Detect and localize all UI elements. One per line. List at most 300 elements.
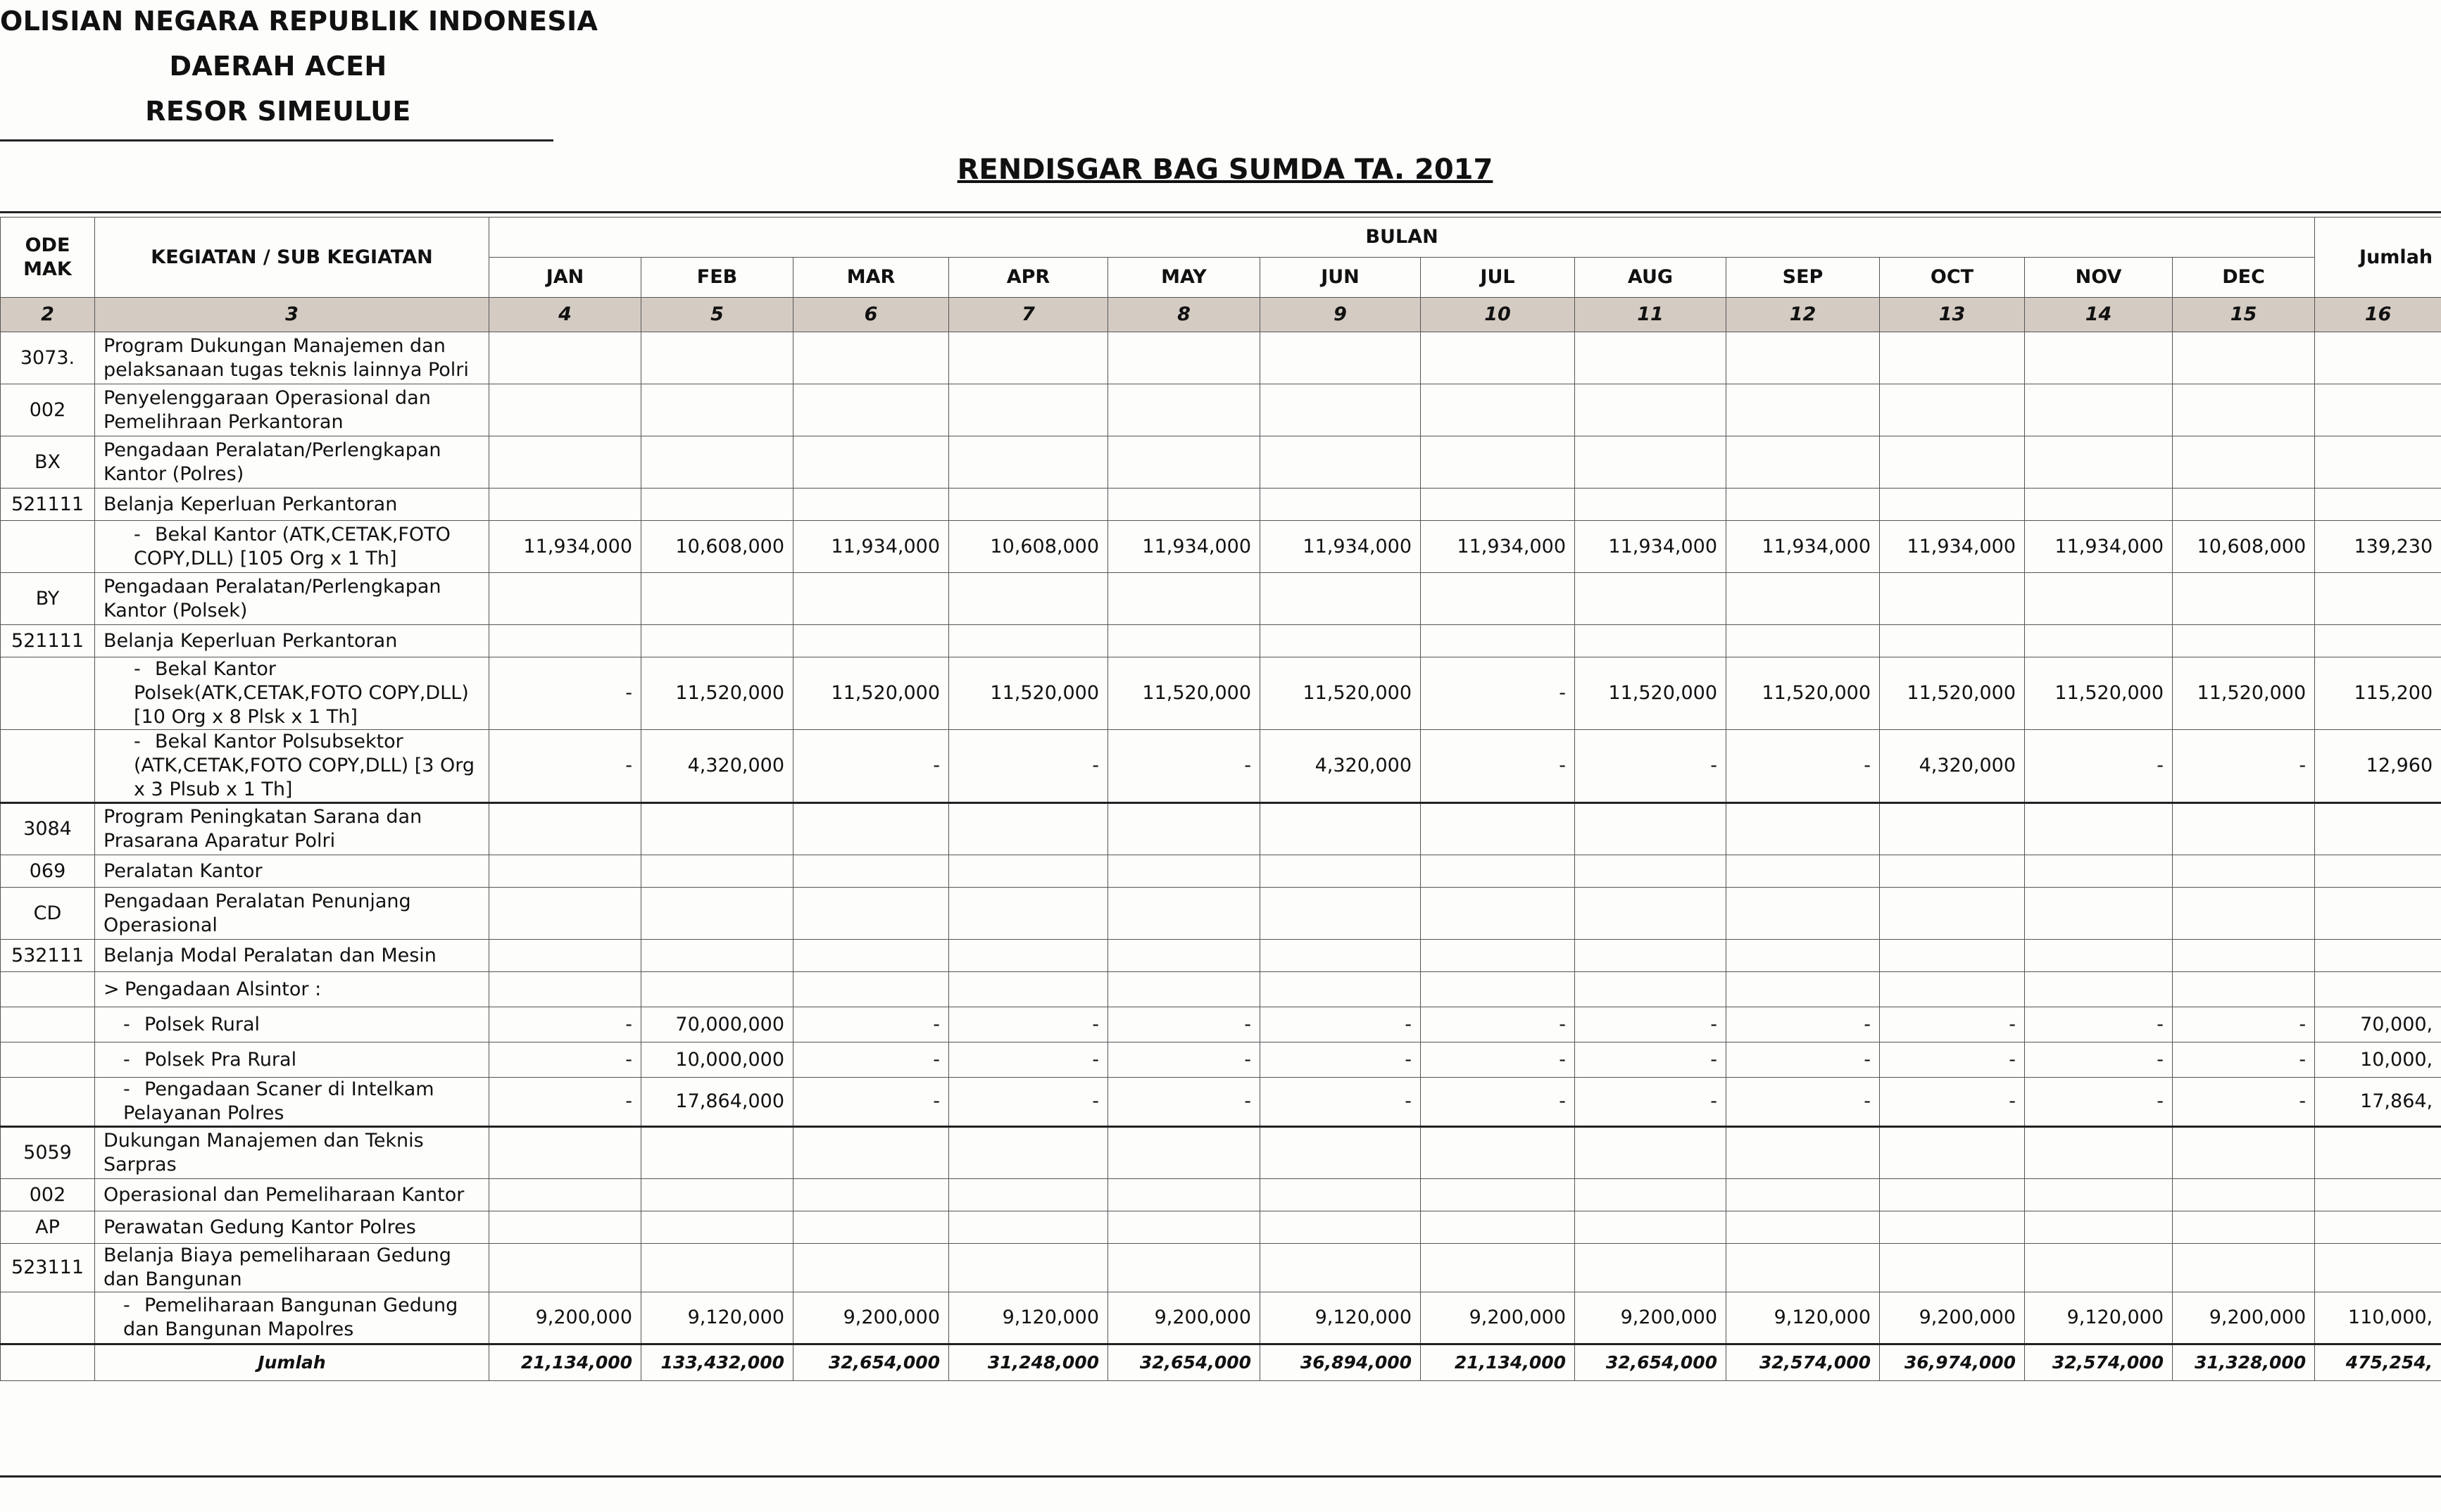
month-value-cell: 9,200,000 (1880, 1292, 2025, 1344)
kegiatan-cell (95, 855, 489, 888)
resort-name: RESOR SIMEULUE (145, 96, 411, 127)
month-value-cell (489, 1127, 641, 1179)
col-header-bulan: BULAN (489, 218, 2315, 258)
month-value-cell (2173, 888, 2315, 940)
month-value-cell (793, 1244, 949, 1292)
row-total-cell (2315, 1127, 2441, 1179)
month-value-cell (2025, 1211, 2173, 1244)
month-value-cell (2173, 436, 2315, 489)
kode-mak-cell (1, 1078, 95, 1127)
month-value-cell: 9,120,000 (641, 1292, 793, 1344)
month-value-cell (1260, 625, 1421, 657)
kegiatan-cell (95, 1179, 489, 1211)
month-value-cell (1880, 940, 2025, 972)
table-row (1, 1244, 2441, 1292)
month-value-cell: - (1421, 1007, 1575, 1042)
month-value-cell (641, 855, 793, 888)
col-header-month: DEC (2173, 258, 2315, 298)
month-value-cell (1108, 1244, 1260, 1292)
month-value-cell: - (1880, 1007, 2025, 1042)
kegiatan-text: Perawatan Gedung Kantor Polres (103, 1216, 416, 1238)
month-total-cell: 32,574,000 (2025, 1344, 2173, 1381)
month-value-cell: - (2025, 730, 2173, 803)
table-bottom-rule (0, 1475, 2441, 1478)
month-value-cell (1421, 489, 1575, 521)
month-value-cell (489, 384, 641, 436)
month-value-cell: - (1726, 1078, 1880, 1127)
month-value-cell (1575, 972, 1726, 1007)
month-value-cell: 9,120,000 (949, 1292, 1108, 1344)
month-value-cell (1108, 972, 1260, 1007)
month-value-cell (641, 1127, 793, 1179)
month-value-cell (1726, 384, 1880, 436)
month-value-cell: 11,520,000 (949, 657, 1108, 730)
bullet-dash: - (123, 1294, 130, 1316)
kode-mak-cell: 002 (1, 384, 95, 436)
row-total-cell: 139,230 (2315, 521, 2441, 573)
month-value-cell: - (2025, 1007, 2173, 1042)
col-number: 11 (1575, 298, 1726, 332)
month-value-cell (1575, 436, 1726, 489)
col-header-month: JUN (1260, 258, 1421, 298)
col-header-kode: ODE MAK (1, 218, 95, 298)
month-total-cell: 32,654,000 (1108, 1344, 1260, 1381)
month-value-cell: - (1726, 1042, 1880, 1078)
month-value-cell: 4,320,000 (1880, 730, 2025, 803)
month-value-cell (1421, 625, 1575, 657)
month-value-cell (2025, 436, 2173, 489)
month-value-cell (1108, 1127, 1260, 1179)
kegiatan-cell (95, 888, 489, 940)
kode-mak-cell: 521111 (1, 489, 95, 521)
kegiatan-text: Operasional dan Pemeliharaan Kantor (103, 1183, 465, 1206)
month-value-cell (949, 855, 1108, 888)
month-value-cell (949, 1244, 1108, 1292)
month-value-cell (1726, 1244, 1880, 1292)
month-value-cell (1108, 625, 1260, 657)
month-value-cell (1108, 573, 1260, 625)
month-value-cell (1880, 436, 2025, 489)
month-value-cell (2173, 1179, 2315, 1211)
month-value-cell (1726, 1127, 1880, 1179)
kegiatan-text: Pengadaan Peralatan Penunjang Operasional (103, 890, 411, 936)
row-total-cell: 17,864, (2315, 1078, 2441, 1127)
month-total-cell: 36,974,000 (1880, 1344, 2025, 1381)
month-value-cell: 10,000,000 (641, 1042, 793, 1078)
col-number: 13 (1880, 298, 2025, 332)
month-total-cell: 32,574,000 (1726, 1344, 1880, 1381)
month-value-cell (793, 940, 949, 972)
row-total-cell (2315, 940, 2441, 972)
kegiatan-text: Pengadaan Peralatan/Perlengkapan Kantor (Polres) (103, 439, 441, 485)
month-value-cell (2173, 625, 2315, 657)
month-value-cell: - (489, 1007, 641, 1042)
kegiatan-cell (95, 1127, 489, 1179)
month-value-cell (1421, 384, 1575, 436)
month-value-cell (949, 888, 1108, 940)
month-value-cell: 70,000,000 (641, 1007, 793, 1042)
month-value-cell (2025, 1127, 2173, 1179)
table-row (1, 855, 2441, 888)
table-row (1, 1211, 2441, 1244)
month-value-cell: 11,520,000 (1880, 657, 2025, 730)
month-value-cell (1726, 573, 1880, 625)
row-total-cell (2315, 888, 2441, 940)
month-value-cell (2025, 972, 2173, 1007)
month-value-cell (2173, 1244, 2315, 1292)
month-value-cell (1880, 1244, 2025, 1292)
table-row (1, 384, 2441, 436)
month-value-cell (1260, 940, 1421, 972)
kegiatan-cell (95, 384, 489, 436)
month-value-cell (1880, 625, 2025, 657)
month-value-cell (793, 972, 949, 1007)
month-value-cell (949, 1127, 1108, 1179)
kegiatan-cell (95, 940, 489, 972)
col-header-kegiatan: KEGIATAN / SUB KEGIATAN (95, 218, 489, 298)
month-value-cell: - (1108, 1042, 1260, 1078)
col-header-month: JAN (489, 258, 641, 298)
table-top-rule (0, 211, 2441, 213)
month-value-cell: - (1880, 1042, 2025, 1078)
month-total-cell: 32,654,000 (793, 1344, 949, 1381)
month-value-cell (1260, 573, 1421, 625)
col-header-month: JUL (1421, 258, 1575, 298)
month-value-cell (1108, 940, 1260, 972)
month-value-cell (793, 1179, 949, 1211)
kegiatan-cell (95, 1244, 489, 1292)
row-total-cell (2315, 1244, 2441, 1292)
month-value-cell: - (1421, 1078, 1575, 1127)
month-value-cell: - (489, 730, 641, 803)
month-value-cell: 11,934,000 (793, 521, 949, 573)
grand-total-cell: 475,254, (2315, 1344, 2441, 1381)
month-value-cell (2025, 888, 2173, 940)
month-value-cell (1575, 940, 1726, 972)
month-value-cell: 10,608,000 (2173, 521, 2315, 573)
month-value-cell (1421, 436, 1575, 489)
month-value-cell (2025, 1179, 2173, 1211)
month-value-cell: - (949, 1078, 1108, 1127)
kode-mak-cell: 002 (1, 1179, 95, 1211)
month-value-cell (2173, 573, 2315, 625)
month-value-cell (1726, 803, 1880, 855)
month-value-cell: 10,608,000 (641, 521, 793, 573)
month-value-cell: 11,520,000 (2173, 657, 2315, 730)
month-total-cell: 21,134,000 (1421, 1344, 1575, 1381)
month-value-cell (1880, 972, 2025, 1007)
month-value-cell (1726, 332, 1880, 384)
month-value-cell (1726, 940, 1880, 972)
table-row (1, 1007, 2441, 1042)
month-value-cell (489, 855, 641, 888)
month-value-cell (949, 332, 1108, 384)
month-value-cell: 9,120,000 (1726, 1292, 1880, 1344)
table-row (1, 657, 2441, 730)
kegiatan-cell (95, 1292, 489, 1344)
month-value-cell: - (2025, 1078, 2173, 1127)
month-value-cell (489, 1244, 641, 1292)
month-value-cell: - (1260, 1042, 1421, 1078)
month-value-cell: - (1575, 730, 1726, 803)
kode-mak-cell: AP (1, 1211, 95, 1244)
col-header-month: OCT (1880, 258, 2025, 298)
kegiatan-text: Program Dukungan Manajemen dan pelaksanaan tugas teknis lainnya Polri (103, 334, 469, 381)
month-value-cell (793, 1211, 949, 1244)
month-value-cell (489, 573, 641, 625)
month-value-cell: 9,200,000 (1108, 1292, 1260, 1344)
kegiatan-text: Belanja Modal Peralatan dan Mesin (103, 944, 437, 966)
month-value-cell (641, 972, 793, 1007)
kode-mak-cell (1, 657, 95, 730)
col-number: 7 (949, 298, 1108, 332)
col-number: 9 (1260, 298, 1421, 332)
month-value-cell: - (1726, 730, 1880, 803)
kode-mak-cell: 5059 (1, 1127, 95, 1179)
month-value-cell: - (1880, 1078, 2025, 1127)
row-total-cell: 70,000, (2315, 1007, 2441, 1042)
budget-table-container (0, 217, 2441, 1381)
month-value-cell (1880, 384, 2025, 436)
row-total-cell (2315, 332, 2441, 384)
kode-mak-cell (1, 730, 95, 803)
table-row (1, 803, 2441, 855)
month-value-cell (949, 940, 1108, 972)
month-value-cell (1108, 888, 1260, 940)
month-value-cell (641, 384, 793, 436)
month-value-cell: - (2173, 1078, 2315, 1127)
month-value-cell (793, 888, 949, 940)
jumlah-row (1, 1344, 2441, 1381)
month-value-cell (1726, 972, 1880, 1007)
table-row (1, 888, 2441, 940)
col-number: 5 (641, 298, 793, 332)
col-header-month: MAY (1108, 258, 1260, 298)
table-row (1, 1127, 2441, 1179)
month-value-cell (2173, 803, 2315, 855)
month-total-cell: 31,248,000 (949, 1344, 1108, 1381)
month-value-cell (641, 625, 793, 657)
month-value-cell (1421, 332, 1575, 384)
month-value-cell: 11,934,000 (1421, 521, 1575, 573)
month-value-cell (949, 1211, 1108, 1244)
table-row (1, 1179, 2441, 1211)
month-value-cell (1575, 332, 1726, 384)
month-value-cell: - (2173, 730, 2315, 803)
month-value-cell (641, 332, 793, 384)
col-header-month: MAR (793, 258, 949, 298)
month-value-cell: - (949, 1042, 1108, 1078)
month-value-cell (2173, 384, 2315, 436)
month-value-cell (2173, 855, 2315, 888)
month-value-cell (1575, 1127, 1726, 1179)
kode-mak-cell: 3084 (1, 803, 95, 855)
month-value-cell (1260, 855, 1421, 888)
row-total-cell (2315, 972, 2441, 1007)
col-number: 8 (1108, 298, 1260, 332)
table-row (1, 940, 2441, 972)
col-number: 15 (2173, 298, 2315, 332)
month-value-cell: 11,520,000 (793, 657, 949, 730)
kegiatan-cell (95, 1042, 489, 1078)
kode-mak-cell (1, 1042, 95, 1078)
month-value-cell (2025, 384, 2173, 436)
kode-mak-cell (1, 521, 95, 573)
kode-mak-cell (1, 972, 95, 1007)
month-value-cell (489, 625, 641, 657)
month-value-cell (793, 855, 949, 888)
month-value-cell (2025, 1244, 2173, 1292)
table-row (1, 972, 2441, 1007)
month-value-cell (1421, 803, 1575, 855)
month-value-cell: 11,934,000 (1880, 521, 2025, 573)
kegiatan-text: Pengadaan Scaner di Intelkam Pelayanan Polres (123, 1078, 434, 1124)
month-value-cell (1726, 1179, 1880, 1211)
kegiatan-text: Peralatan Kantor (103, 859, 263, 882)
month-value-cell (1575, 384, 1726, 436)
col-number: 10 (1421, 298, 1575, 332)
month-value-cell: - (2173, 1042, 2315, 1078)
row-total-cell (2315, 1211, 2441, 1244)
month-value-cell: - (793, 1042, 949, 1078)
month-total-cell: 21,134,000 (489, 1344, 641, 1381)
month-value-cell: 9,200,000 (489, 1292, 641, 1344)
kegiatan-cell (95, 332, 489, 384)
table-row (1, 1042, 2441, 1078)
month-value-cell (1880, 1127, 2025, 1179)
row-total-cell (2315, 384, 2441, 436)
kegiatan-text: Belanja Keperluan Perkantoran (103, 629, 398, 652)
month-value-cell (949, 489, 1108, 521)
month-value-cell (1108, 489, 1260, 521)
bullet-dash: - (123, 1048, 130, 1071)
kegiatan-text: Bekal Kantor (ATK,CETAK,FOTO COPY,DLL) [105 Org x 1 Th] (134, 523, 451, 569)
month-value-cell: 11,934,000 (1726, 521, 1880, 573)
table-row (1, 730, 2441, 803)
kegiatan-cell (95, 972, 489, 1007)
kegiatan-cell (95, 730, 489, 803)
table-row (1, 1292, 2441, 1344)
month-value-cell: - (793, 730, 949, 803)
month-value-cell: 9,200,000 (793, 1292, 949, 1344)
kode-mak-cell: BY (1, 573, 95, 625)
month-value-cell: 11,520,000 (1726, 657, 1880, 730)
month-value-cell (1260, 1179, 1421, 1211)
kode-mak-cell: 523111 (1, 1244, 95, 1292)
month-value-cell (1260, 436, 1421, 489)
month-value-cell (641, 803, 793, 855)
month-value-cell (1108, 384, 1260, 436)
month-value-cell (1421, 855, 1575, 888)
month-value-cell: - (949, 730, 1108, 803)
month-value-cell (2025, 855, 2173, 888)
kegiatan-text: Program Peningkatan Sarana dan Prasarana Aparatur Polri (103, 806, 422, 852)
month-value-cell (2173, 972, 2315, 1007)
month-value-cell: 11,520,000 (2025, 657, 2173, 730)
month-value-cell (793, 489, 949, 521)
kegiatan-text: Pengadaan Alsintor : (125, 978, 322, 1000)
col-number: 12 (1726, 298, 1880, 332)
month-value-cell (2173, 1127, 2315, 1179)
row-total-cell (2315, 573, 2441, 625)
month-value-cell: 11,934,000 (489, 521, 641, 573)
bullet-arrow: > (103, 978, 120, 1000)
month-value-cell (1726, 855, 1880, 888)
month-value-cell (793, 625, 949, 657)
row-total-cell: 115,200 (2315, 657, 2441, 730)
table-row (1, 521, 2441, 573)
month-value-cell (641, 888, 793, 940)
row-total-cell (2315, 436, 2441, 489)
kode-mak-cell (1, 1292, 95, 1344)
kegiatan-cell (95, 489, 489, 521)
kegiatan-text: Dukungan Manajemen dan Teknis Sarpras (103, 1130, 424, 1176)
month-value-cell: - (489, 1078, 641, 1127)
row-total-cell (2315, 625, 2441, 657)
month-value-cell: - (489, 1042, 641, 1078)
month-value-cell (1108, 436, 1260, 489)
kegiatan-cell (95, 1078, 489, 1127)
month-value-cell: - (1421, 1042, 1575, 1078)
col-header-month: APR (949, 258, 1108, 298)
month-value-cell (1575, 803, 1726, 855)
month-value-cell (1726, 436, 1880, 489)
month-value-cell (489, 803, 641, 855)
month-value-cell (1260, 1211, 1421, 1244)
month-value-cell (641, 1179, 793, 1211)
month-value-cell (1260, 972, 1421, 1007)
month-value-cell (1108, 1179, 1260, 1211)
month-value-cell (489, 489, 641, 521)
month-value-cell (1421, 573, 1575, 625)
kegiatan-cell (95, 657, 489, 730)
month-value-cell (489, 1211, 641, 1244)
month-value-cell: 11,520,000 (1575, 657, 1726, 730)
month-value-cell (2025, 332, 2173, 384)
month-value-cell: 11,520,000 (641, 657, 793, 730)
month-value-cell (1421, 1244, 1575, 1292)
month-value-cell: 4,320,000 (1260, 730, 1421, 803)
month-value-cell: - (1726, 1007, 1880, 1042)
month-value-cell: 4,320,000 (641, 730, 793, 803)
month-value-cell (1575, 888, 1726, 940)
month-value-cell (1726, 489, 1880, 521)
kegiatan-cell (95, 521, 489, 573)
month-value-cell (489, 972, 641, 1007)
jumlah-label: Jumlah (95, 1344, 489, 1381)
month-value-cell: - (1575, 1078, 1726, 1127)
month-value-cell (1880, 573, 2025, 625)
month-value-cell (1575, 855, 1726, 888)
month-value-cell (1108, 332, 1260, 384)
kegiatan-text: Belanja Biaya pemeliharaan Gedung dan Bangunan (103, 1245, 451, 1290)
region-name: DAERAH ACEH (169, 51, 387, 82)
month-value-cell (1726, 888, 1880, 940)
kegiatan-cell (95, 436, 489, 489)
kegiatan-text: Polsek Rural (144, 1013, 261, 1035)
month-value-cell (1575, 625, 1726, 657)
table-row (1, 332, 2441, 384)
month-value-cell (949, 625, 1108, 657)
month-value-cell: 11,934,000 (1260, 521, 1421, 573)
month-value-cell: 9,120,000 (2025, 1292, 2173, 1344)
month-value-cell (949, 573, 1108, 625)
month-value-cell (2025, 803, 2173, 855)
month-value-cell (1880, 1211, 2025, 1244)
col-number: 2 (1, 298, 95, 332)
month-value-cell: - (2025, 1042, 2173, 1078)
month-value-cell (793, 436, 949, 489)
